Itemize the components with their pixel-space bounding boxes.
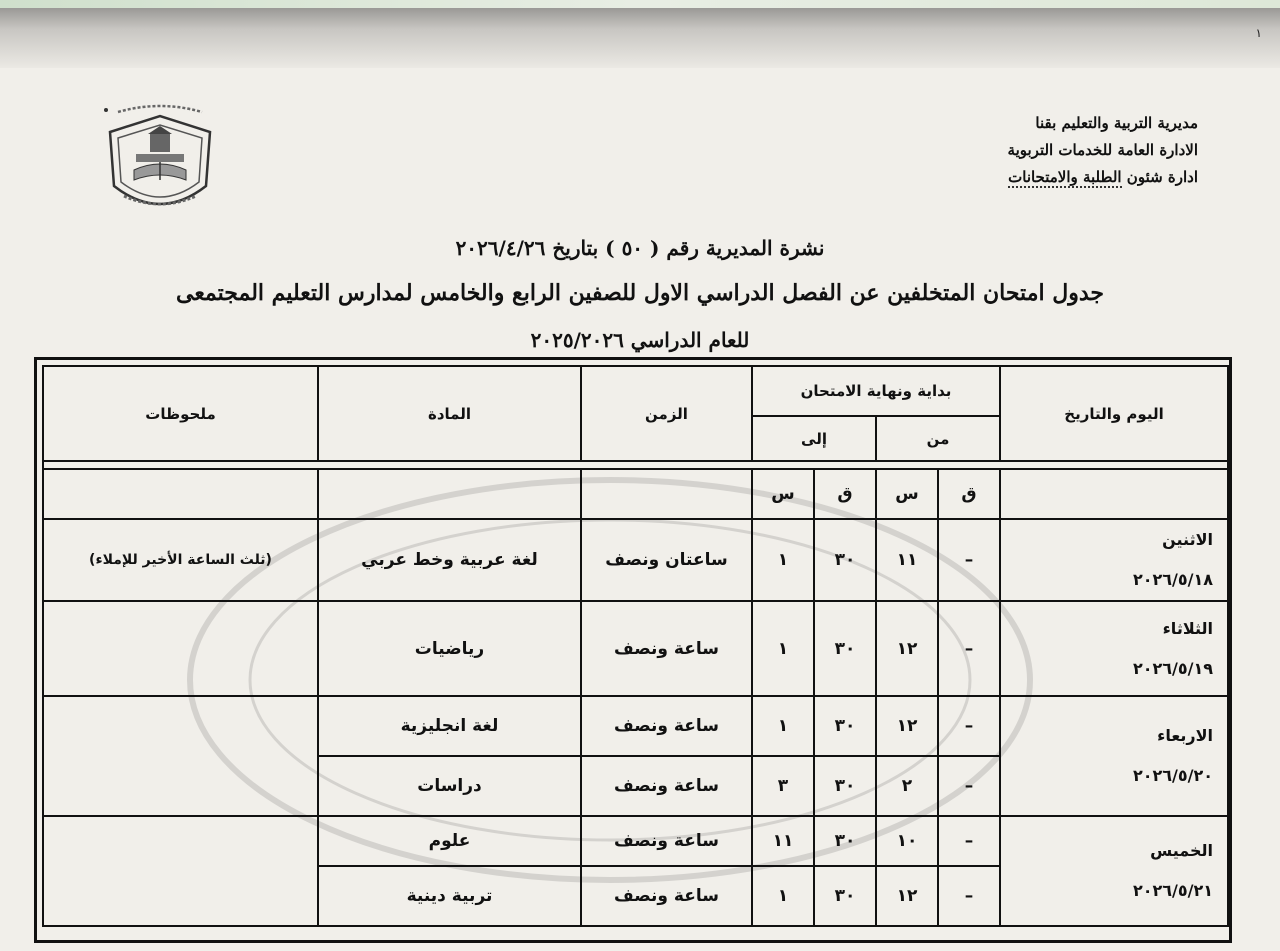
duration-cell: ساعتان ونصف bbox=[581, 519, 752, 601]
table-row bbox=[43, 816, 1228, 866]
to-s-cell: ١ bbox=[752, 866, 814, 926]
to-s-cell: ١ bbox=[752, 601, 814, 696]
to-s-cell: ٣ bbox=[752, 756, 814, 816]
day-date-cell: الاربعاء ٢٠٢٦/٥/٢٠ bbox=[1000, 696, 1228, 816]
day-date-cell: الخميس ٢٠٢٦/٥/٢١ bbox=[1000, 816, 1228, 926]
from-q-cell: – bbox=[938, 866, 1000, 926]
note-cell bbox=[43, 601, 318, 696]
duration-cell: ساعة ونصف bbox=[581, 816, 752, 866]
header-start-end: بداية ونهاية الامتحان bbox=[752, 366, 1000, 416]
day-date-cell: الاثنين ٢٠٢٦/٥/١٨ bbox=[1000, 519, 1228, 601]
note-cell bbox=[43, 696, 318, 816]
to-q-cell: ٣٠ bbox=[814, 756, 876, 816]
table-row bbox=[43, 696, 1228, 756]
table-row bbox=[43, 601, 1228, 696]
duration-cell: ساعة ونصف bbox=[581, 756, 752, 816]
main-title: جدول امتحان المتخلفين عن الفصل الدراسي الاول للصفين الرابع والخامس لمدارس التعليم المجتمعى bbox=[175, 280, 1105, 306]
header-line-3: ادارة شئون الطلبة والامتحانات bbox=[1008, 168, 1198, 186]
header-day-date: اليوم والتاريخ bbox=[1000, 366, 1228, 461]
to-s-cell: ١١ bbox=[752, 816, 814, 866]
day-date-cell: الثلاثاء ٢٠٢٦/٥/١٩ bbox=[1000, 601, 1228, 696]
subject-cell: دراسات bbox=[318, 756, 581, 816]
header-line-1: مديرية التربية والتعليم بقنا bbox=[1035, 114, 1198, 132]
scan-shadow bbox=[0, 8, 1280, 68]
issuing-authority-header bbox=[898, 110, 1198, 191]
subject-cell: علوم bbox=[318, 816, 581, 866]
academic-year: للعام الدراسي ٢٠٢٥/٢٠٢٦ bbox=[530, 328, 750, 352]
subheader-to-q: ق bbox=[814, 469, 876, 519]
from-s-cell: ١٢ bbox=[876, 696, 938, 756]
to-q-cell: ٣٠ bbox=[814, 601, 876, 696]
from-q-cell: – bbox=[938, 601, 1000, 696]
to-q-cell: ٣٠ bbox=[814, 816, 876, 866]
duration-cell: ساعة ونصف bbox=[581, 601, 752, 696]
subject-cell: لغة انجليزية bbox=[318, 696, 581, 756]
header-duration: الزمن bbox=[581, 366, 752, 461]
bulletin-title: نشرة المديرية رقم ( ٥٠ ) بتاريخ ٢٠٢٦/٤/٢٦ bbox=[455, 236, 825, 260]
duration-cell: ساعة ونصف bbox=[581, 696, 752, 756]
to-q-cell: ٣٠ bbox=[814, 866, 876, 926]
subject-cell: لغة عربية وخط عربي bbox=[318, 519, 581, 601]
header-notes: ملحوظات bbox=[43, 366, 318, 461]
to-q-cell: ٣٠ bbox=[814, 519, 876, 601]
subheader-from-q: ق bbox=[938, 469, 1000, 519]
subject-cell: رياضيات bbox=[318, 601, 581, 696]
header-line-2: الادارة العامة للخدمات التربوية bbox=[1007, 141, 1198, 159]
from-q-cell: – bbox=[938, 519, 1000, 601]
table-spacer bbox=[43, 461, 1228, 469]
from-q-cell: – bbox=[938, 696, 1000, 756]
exam-schedule-table bbox=[42, 365, 1229, 927]
subheader-to-s: س bbox=[752, 469, 814, 519]
note-cell: (ثلث الساعة الأخير للإملاء) bbox=[43, 519, 318, 601]
top-edge-band bbox=[0, 0, 1280, 8]
to-s-cell: ١ bbox=[752, 519, 814, 601]
directorate-seal-icon bbox=[94, 100, 226, 224]
header-to: إلى bbox=[752, 416, 876, 461]
subject-cell: تربية دينية bbox=[318, 866, 581, 926]
subheader-from-s: س bbox=[876, 469, 938, 519]
header-subject: المادة bbox=[318, 366, 581, 461]
page-number: ١ bbox=[1255, 26, 1262, 40]
header-from: من bbox=[876, 416, 1000, 461]
from-s-cell: ١٢ bbox=[876, 601, 938, 696]
to-s-cell: ١ bbox=[752, 696, 814, 756]
header-line-3-underlined: الطلبة والامتحانات bbox=[1008, 168, 1122, 186]
from-s-cell: ١١ bbox=[876, 519, 938, 601]
note-cell bbox=[43, 816, 318, 926]
to-q-cell: ٣٠ bbox=[814, 696, 876, 756]
day-cell-empty bbox=[1000, 469, 1228, 519]
from-s-cell: ٢ bbox=[876, 756, 938, 816]
from-s-cell: ١٠ bbox=[876, 816, 938, 866]
from-q-cell: – bbox=[938, 756, 1000, 816]
from-s-cell: ١٢ bbox=[876, 866, 938, 926]
duration-cell: ساعة ونصف bbox=[581, 866, 752, 926]
from-q-cell: – bbox=[938, 816, 1000, 866]
table-row bbox=[43, 519, 1228, 601]
